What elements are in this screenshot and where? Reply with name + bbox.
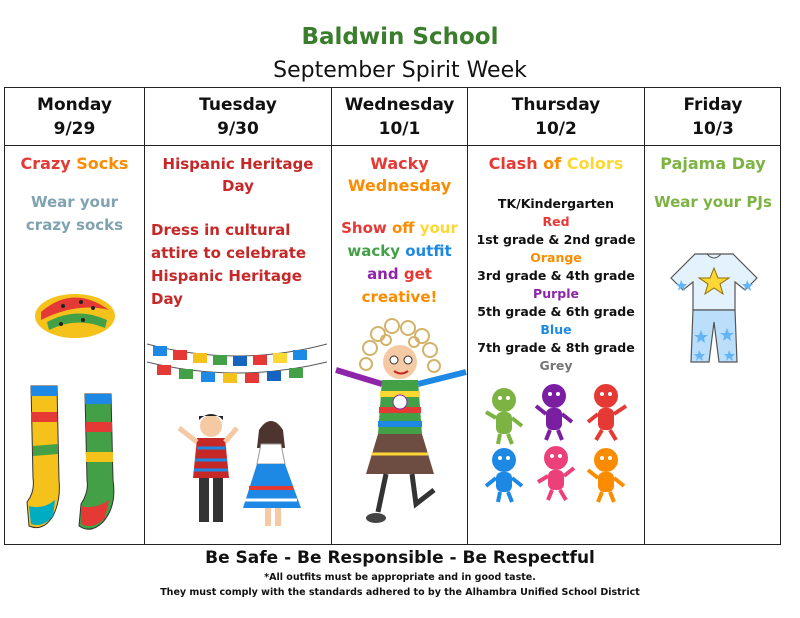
rainbow-word: Wednesday <box>347 176 452 195</box>
grade-color: Blue <box>540 322 572 337</box>
wednesday-body <box>332 146 467 544</box>
rainbow-word: Wacky <box>370 154 429 173</box>
friday-body <box>645 146 781 544</box>
rainbow-word: off <box>392 219 415 237</box>
rainbow-word: of <box>543 154 562 173</box>
day-date: 9/30 <box>217 119 259 139</box>
day-date: 10/1 <box>378 119 421 139</box>
day-name: Tuesday <box>199 95 277 115</box>
monday-header <box>5 88 144 146</box>
friday-theme: Pajama Day <box>660 154 766 173</box>
thursday-column <box>468 88 645 544</box>
grade-color: Grey <box>539 358 573 373</box>
grade-color: Red <box>542 214 570 229</box>
monday-body <box>5 146 144 544</box>
rainbow-word: Show <box>341 219 387 237</box>
footer-note-district: They must comply with the standards adhered to by the Alhambra Unified School District <box>160 587 640 598</box>
grade-color-list <box>468 195 644 375</box>
thursday-header <box>468 88 644 146</box>
wednesday-column <box>332 88 468 544</box>
wacky-character-icon <box>316 314 486 536</box>
friday-header <box>645 88 781 146</box>
day-name: Thursday <box>511 95 601 115</box>
tuesday-column <box>145 88 332 544</box>
monday-column <box>5 88 145 544</box>
rainbow-word: and <box>367 265 399 283</box>
rainbow-word: creative! <box>361 288 438 306</box>
rainbow-word: Colors <box>566 154 624 173</box>
thursday-body <box>468 146 644 544</box>
thursday-theme <box>468 153 644 175</box>
rainbow-word: Socks <box>76 154 129 173</box>
footer-note-appropriate: *All outfits must be appropriate and in good taste. <box>264 572 536 583</box>
grade-color: Purple <box>533 286 579 301</box>
page-title: September Spirit Week <box>273 58 527 83</box>
day-date: 9/29 <box>53 119 96 139</box>
tuesday-header <box>145 88 331 146</box>
friday-description: Wear your PJs <box>654 193 772 211</box>
grade-label: 5th grade & 6th grade <box>477 304 635 319</box>
flag-banner-icon <box>147 338 327 390</box>
rainbow-word: wacky <box>347 242 400 260</box>
school-name: Baldwin School <box>301 24 499 50</box>
grade-label: 3rd grade & 4th grade <box>477 268 635 283</box>
grade-color: Orange <box>530 250 582 265</box>
monday-description: Wear your crazy socks <box>25 193 124 234</box>
day-date: 10/2 <box>535 119 577 139</box>
rainbow-word: get <box>403 265 432 283</box>
tuesday-body <box>145 146 331 544</box>
color-figures-icon <box>482 382 632 504</box>
tuesday-theme: Hispanic Heritage Day <box>162 155 314 195</box>
day-name: Wednesday <box>344 95 455 115</box>
rainbow-word: your <box>419 219 458 237</box>
wednesday-theme <box>332 153 467 197</box>
rainbow-word: Clash <box>488 154 538 173</box>
crazy-socks-icon <box>25 382 129 534</box>
dancing-children-icon <box>171 408 311 534</box>
day-name: Monday <box>37 95 112 115</box>
day-name: Friday <box>683 95 743 115</box>
wednesday-header <box>332 88 467 146</box>
spirit-week-table <box>4 87 781 545</box>
wednesday-description <box>332 217 467 309</box>
grade-label: 7th grade & 8th grade <box>477 340 635 355</box>
footer-motto: Be Safe - Be Responsible - Be Respectful <box>205 548 595 568</box>
friday-column <box>645 88 781 544</box>
rainbow-word: Crazy <box>20 154 71 173</box>
grade-label: TK/Kindergarten <box>497 196 615 211</box>
day-date: 10/3 <box>692 119 734 139</box>
monday-theme <box>5 153 144 175</box>
grade-label: 1st grade & 2nd grade <box>476 232 636 247</box>
pajamas-icon <box>669 250 759 368</box>
rolled-socks-icon <box>33 284 117 344</box>
rainbow-word: outfit <box>405 242 452 260</box>
tuesday-description: Dress in cultural attire to celebrate Hispanic Heritage Day <box>151 221 307 308</box>
